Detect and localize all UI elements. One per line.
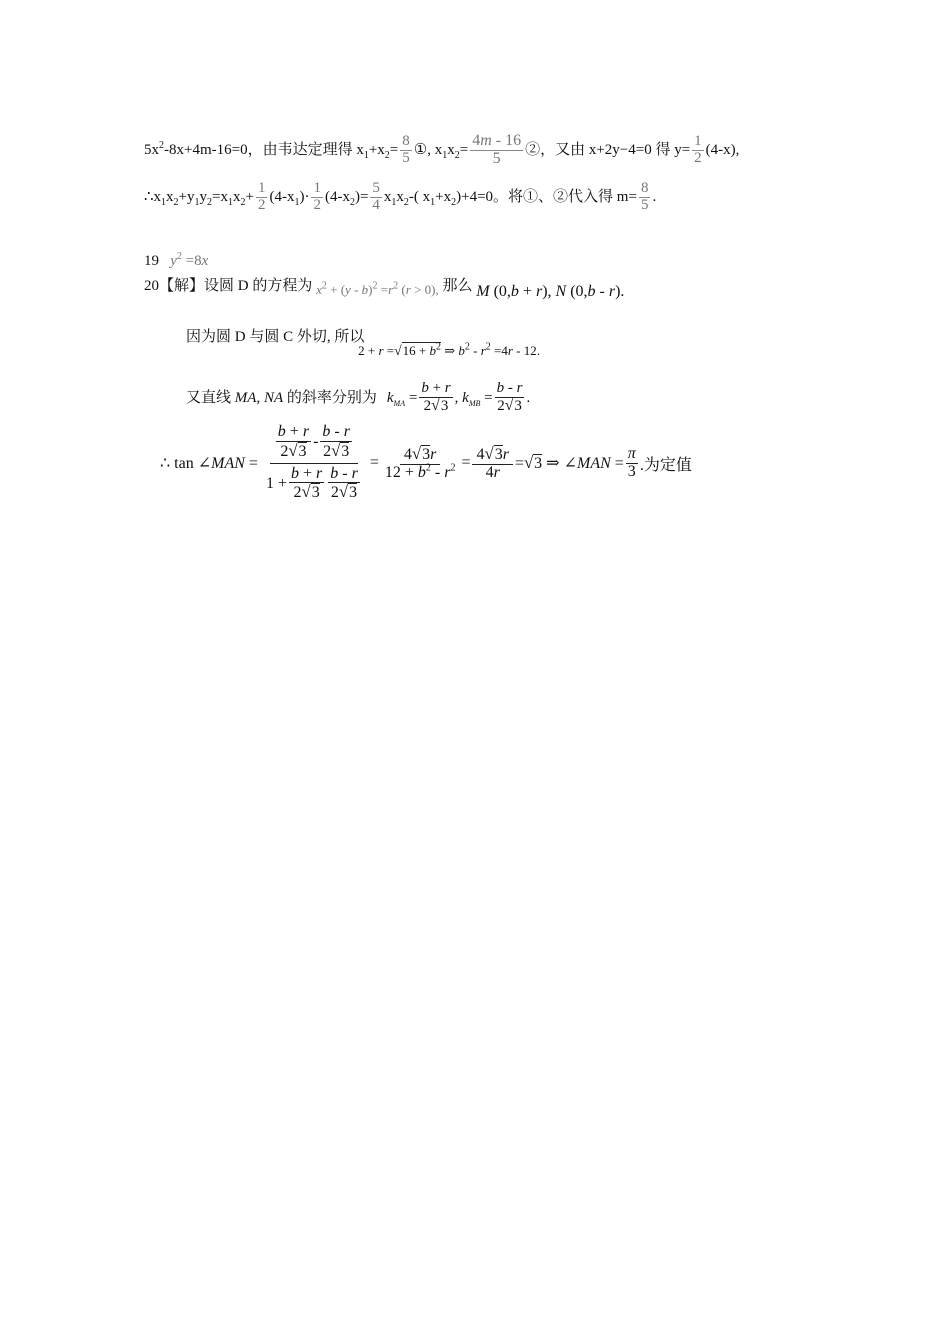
slope-line: 又直线 MA, NA 的斜率分别为 $k_{MA}$ = $\frac{b + r}{2√3}$ , $k_{MB}$ = $\frac{b - r}{2√3}$ . <box>186 380 531 414</box>
text: ∴ tan ∠MAN = <box>160 455 258 473</box>
tangent-equation: $2 + r =√16 + b^2$ ⇒ $b^2 - r^2 =4r - 12$. <box>358 341 540 358</box>
fraction-4sqrt3r-over-12: $\frac{4√3r}{12 + b^2 - r^2}$ <box>384 443 456 481</box>
k-mb: , $k_{MB}$ = <box>454 389 493 408</box>
text: $(4-x_2)=$ <box>324 188 369 208</box>
fraction-b-minus-r: $\frac{b - r}{2√3}$ <box>496 380 523 414</box>
text: $\therefore x_1x_2+y_1y_2=x_1x_2+$ <box>144 188 254 208</box>
fraction-4m-16-over-5: $\frac{4m - 16}{5}$ <box>472 131 522 167</box>
text: (4-x), <box>705 141 740 158</box>
fraction-1-2: $\frac{1}{2}$ <box>694 132 702 166</box>
fraction-1-2: $\frac{1}{2}$ <box>313 179 321 213</box>
text: ②，又由 x+2y−4=0 得 y= <box>525 141 691 158</box>
fraction-8-5: $\frac{8}{5}$ <box>640 179 649 213</box>
text: 因为圆 D 与圆 C 外切, 所以 <box>186 329 365 345</box>
text: ①, $x_1x_2=$ <box>413 141 469 161</box>
product-line <box>144 177 656 217</box>
text: 20【解】设圆 D 的方程为 <box>144 278 313 294</box>
tan-difference-fraction: $\frac{b + r}{2√3}$ - $\frac{b - r}{2√3}$ 1 + $\frac{b + r}{2√3}$ $\frac{b - r}{2√3}$ <box>265 423 358 502</box>
text: =√3 ⇒ ∠MAN = <box>514 453 624 473</box>
tangent-condition <box>186 329 550 358</box>
fraction-pi-3: $\frac{\pi}{3}$ <box>627 444 636 480</box>
text: $(4-x_1)\cdot$ <box>269 188 310 208</box>
fraction-5-4: $\frac{5}{4}$ <box>372 179 380 213</box>
text: 又直线 MA, NA 的斜率分别为 <box>186 389 377 406</box>
vieta-line <box>144 130 739 170</box>
k-ma: $k_{MA}$ = <box>386 389 418 408</box>
text: 那么 <box>442 278 473 294</box>
points: M (0,b + r), N (0,b - r). <box>476 283 625 300</box>
text: . <box>652 188 657 205</box>
text: .为定值 <box>639 456 692 474</box>
circle-equation: $x^2 + (y - b)^2 =r^2$ (r > 0), <box>316 280 439 297</box>
tan-formula: ∴ tan ∠MAN = $\frac{b + r}{2√3}$ - $\frac{b - r}{2√3}$ 1 + $\frac{b + r}{2√3}$ $\frac{b - r}{2√3}$ = $\frac{4√3r}{12 + b^2 - r^2}$ = $\frac{4√3r}{4r}$ =√3 ⇒ ∠MAN = $\frac{\pi}{3}$ .为定值 <box>160 423 692 502</box>
fraction-8-5: $\frac{8}{5}$ <box>402 132 410 166</box>
text: $5x^2-8x+4m-16=0$，由韦达定理得 $x_1+x_2=$ <box>144 139 399 161</box>
fraction-b-plus-r: $\frac{b + r}{2√3}$ <box>421 380 451 414</box>
fraction-4sqrt3r-over-4r: $\frac{4√3r}{4r}$ <box>472 445 512 482</box>
answer-19: 19 $y^2 =8x$ <box>144 251 209 269</box>
text: $x_1x_2-$( $x_1+x_2)+4=0$。将①、②代入得 m= <box>383 188 637 208</box>
fraction-1-2: $\frac{1}{2}$ <box>257 179 266 213</box>
answer-20-header <box>144 278 625 300</box>
